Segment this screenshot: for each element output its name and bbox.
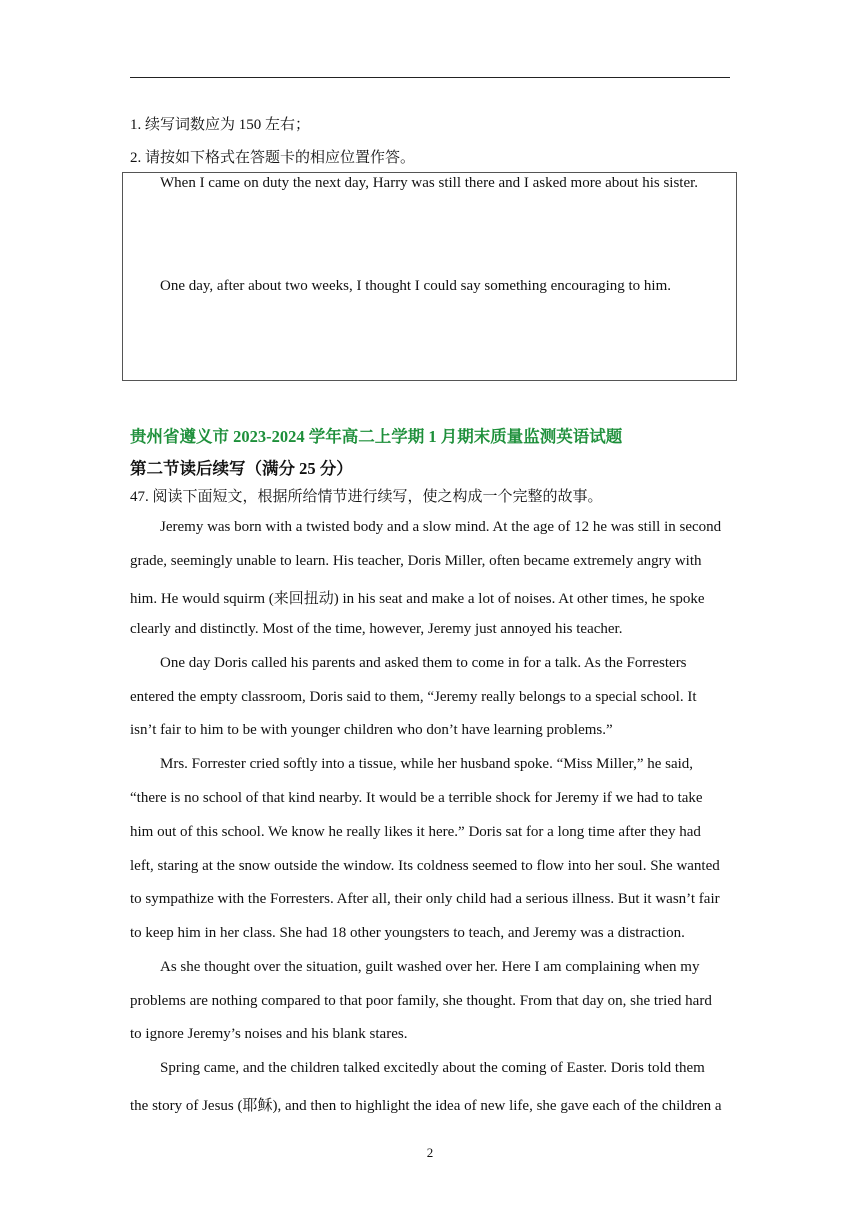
passage-line: him out of this school. We know he really likes it here.” Doris sat for a long time after they had — [130, 824, 701, 840]
passage-line: grade, seemingly unable to learn. His teacher, Doris Miller, often became extremely angry with — [130, 553, 702, 569]
passage-line: isn’t fair to him to be with younger children who don’t have learning problems.” — [130, 722, 613, 738]
passage-line: him. He would squirm (来回扭动) in his seat and make a lot of noises. At other times, he spoke — [130, 591, 705, 607]
question-intro: 47. 阅读下面短文，根据所给情节进行续写，使之构成一个完整的故事。 — [130, 489, 603, 505]
passage-line: to keep him in her class. She had 18 other youngsters to teach, and Jeremy was a distraction. — [130, 925, 685, 941]
passage-line: problems are nothing compared to that poor family, she thought. From that day on, she tried hard — [130, 993, 712, 1009]
passage-line: One day Doris called his parents and asked them to come in for a talk. As the Forresters — [160, 655, 687, 671]
passage-line: As she thought over the situation, guilt washed over her. Here I am complaining when my — [160, 959, 700, 975]
passage-line: Jeremy was born with a twisted body and a slow mind. At the age of 12 he was still in second — [160, 519, 722, 535]
requirement-1: 1. 续写词数应为 150 左右； — [130, 117, 311, 133]
passage-line: clearly and distinctly. Most of the time, however, Jeremy just annoyed his teacher. — [130, 621, 623, 637]
answer-box-line-2: One day, after about two weeks, I thought I could say something encouraging to him. — [160, 278, 671, 294]
passage-line: to sympathize with the Forresters. After all, their only child had a serious illness. But it wasn’t fair — [130, 891, 720, 907]
answer-box-line-1: When I came on duty the next day, Harry was still there and I asked more about his sister. — [160, 175, 699, 191]
answer-box — [122, 172, 737, 381]
passage-line: entered the empty classroom, Doris said to them, “Jeremy really belongs to a special school. It — [130, 689, 697, 705]
passage-line: to ignore Jeremy’s noises and his blank stares. — [130, 1026, 408, 1042]
section-title: 第二节读后续写（满分 25 分） — [130, 459, 353, 478]
requirement-2: 2. 请按如下格式在答题卡的相应位置作答。 — [130, 150, 416, 166]
passage-line: Mrs. Forrester cried softly into a tissue, while her husband spoke. “Miss Miller,” he said, — [160, 756, 694, 772]
header-rule — [130, 77, 730, 78]
passage-line: “there is no school of that kind nearby. It would be a terrible shock for Jeremy if we had to take — [130, 790, 703, 806]
passage-line: left, staring at the snow outside the window. Its coldness seemed to flow into her soul. She wanted — [130, 858, 720, 874]
passage-line: the story of Jesus (耶稣), and then to highlight the idea of new life, she gave each of the children a — [130, 1098, 722, 1114]
passage-line: Spring came, and the children talked excitedly about the coming of Easter. Doris told them — [160, 1060, 705, 1076]
exam-title: 贵州省遵义市 2023-2024 学年高二上学期 1 月期末质量监测英语试题 — [130, 427, 623, 446]
page-number: 2 — [426, 1145, 434, 1160]
